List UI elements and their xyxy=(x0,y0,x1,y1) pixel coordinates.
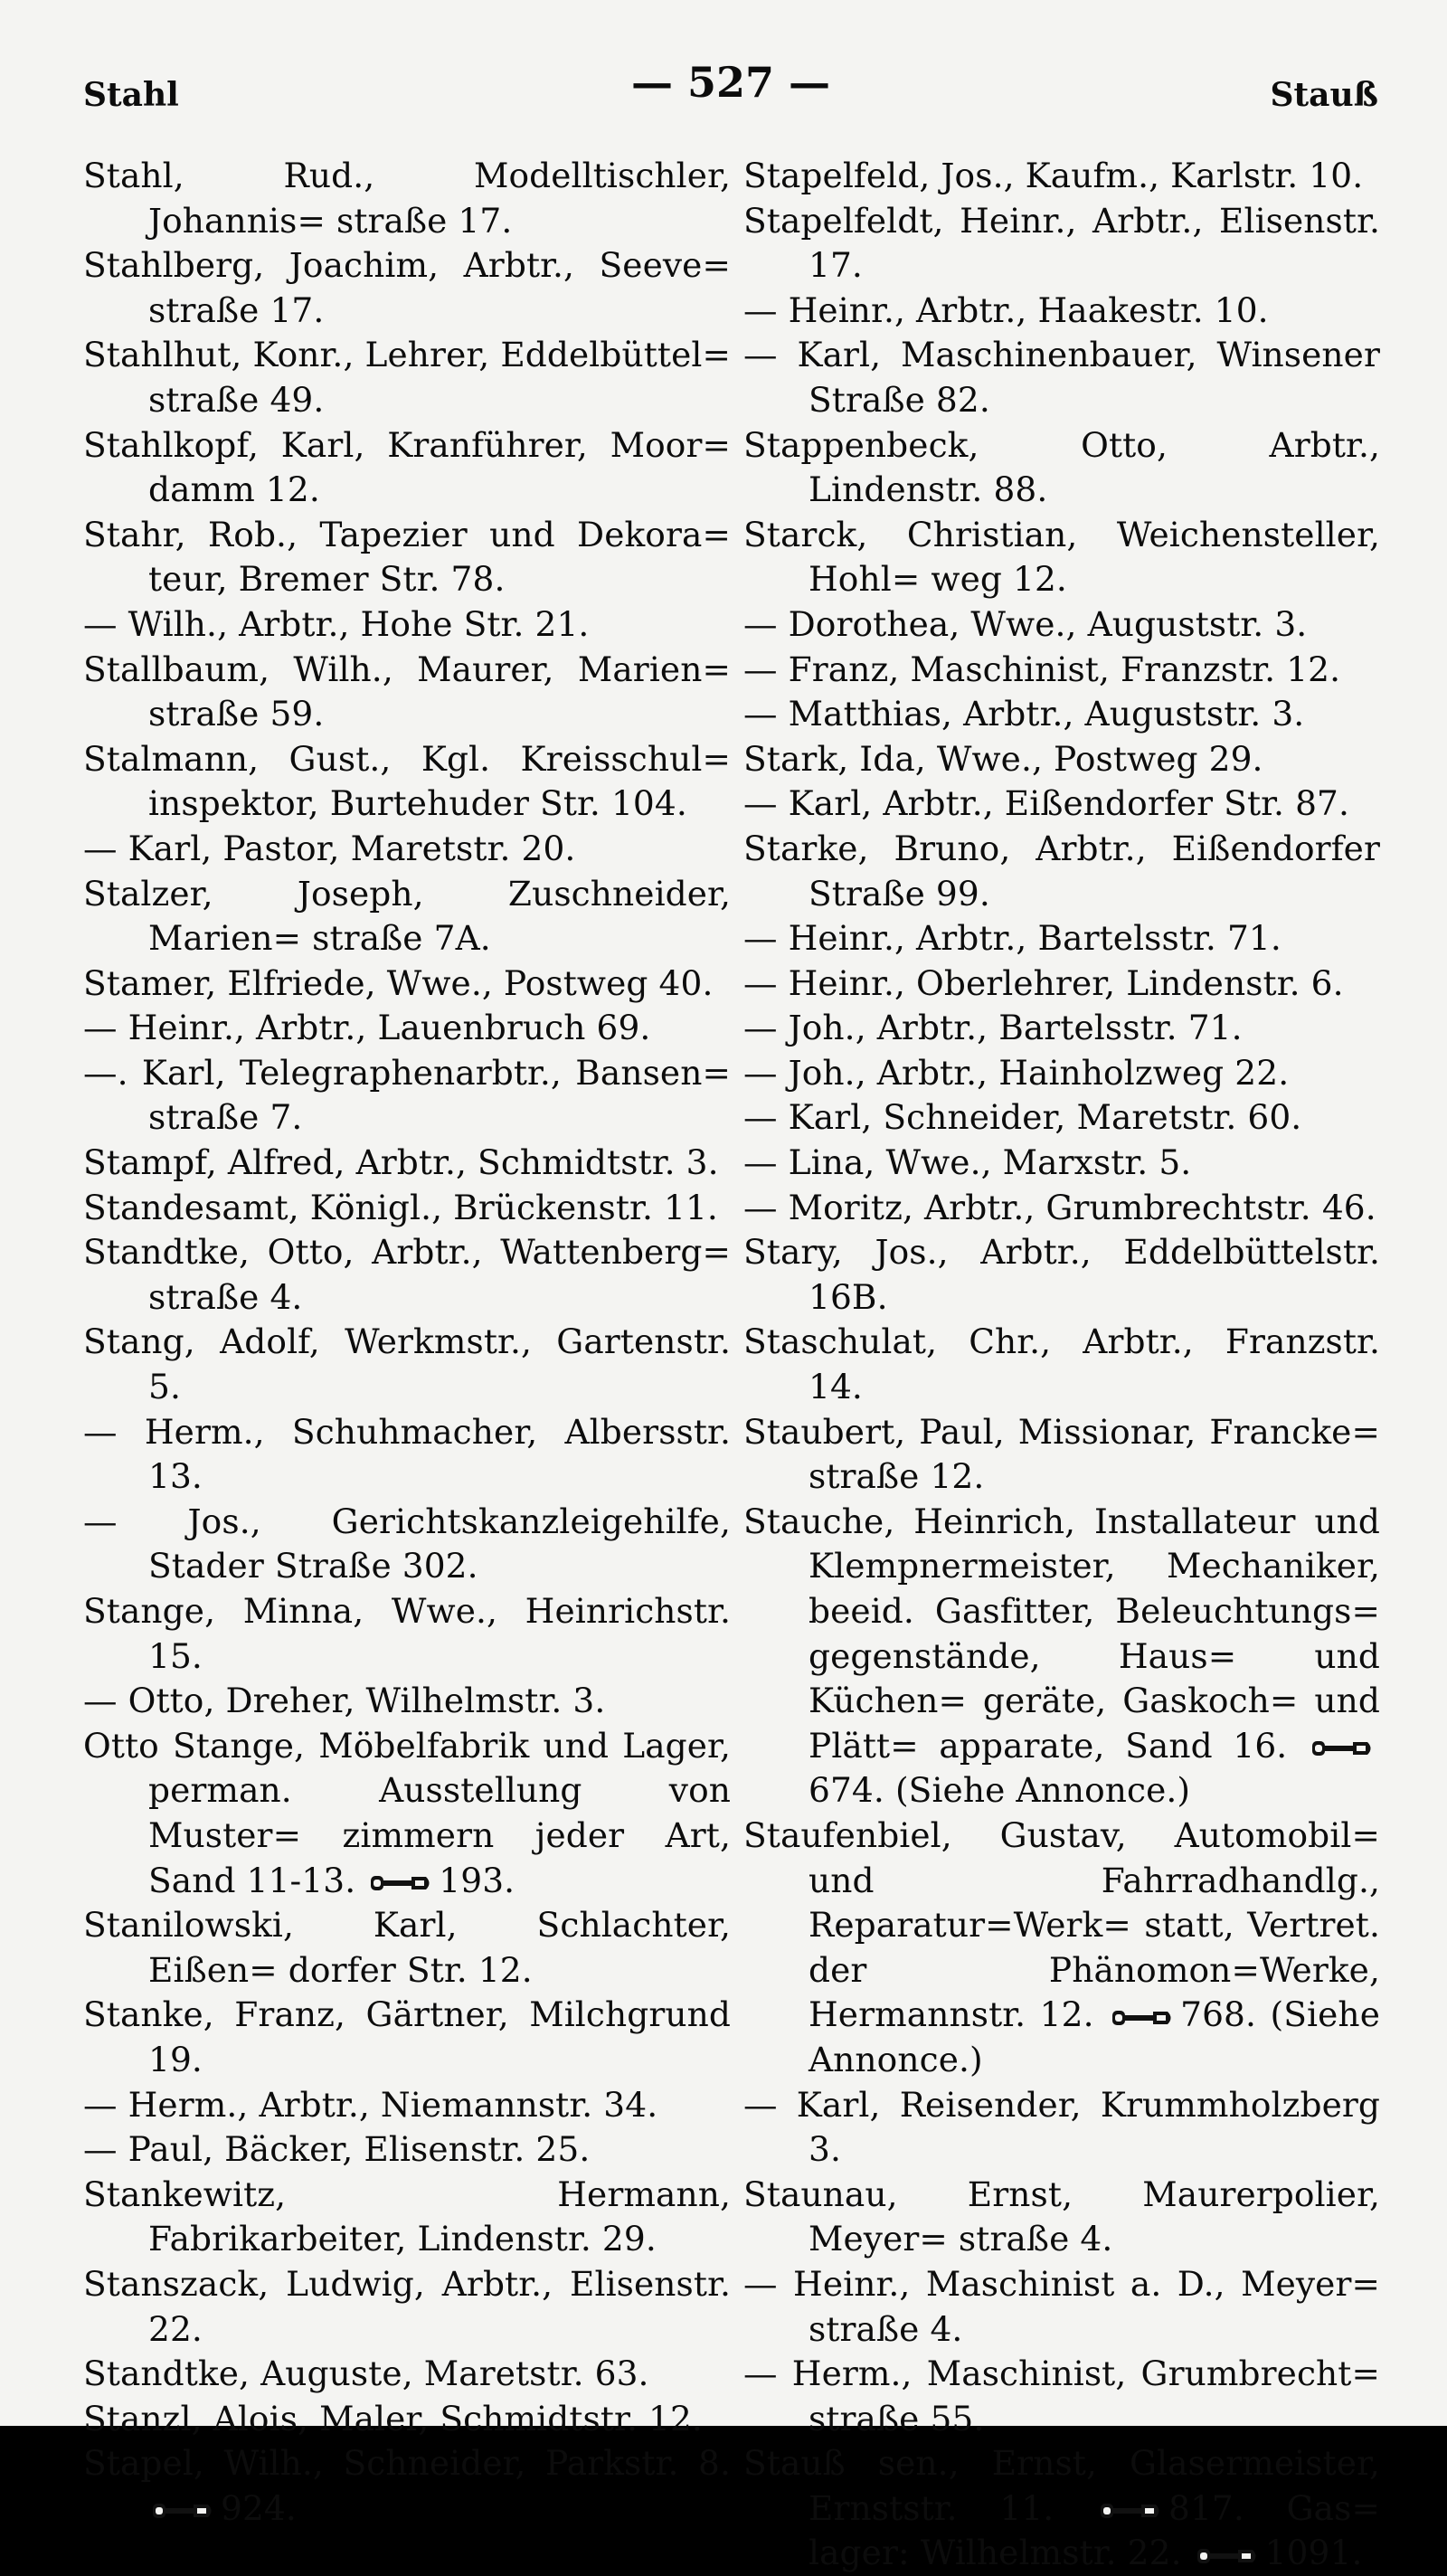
entry-text: Stalzer, Joseph, Zuschneider, Marien= straße 7A. xyxy=(83,873,731,959)
entry-text: Stauche, Heinrich, Installateur und Klempnermeister, Mechaniker, beeid. Gasfitter, Beleuchtungs= gegenstände, Haus= und Küchen= geräte, Gaskoch= und Plätt= apparate, Sand 16. xyxy=(743,1501,1380,1766)
directory-entry xyxy=(743,827,1380,916)
entry-text: Stapelfeldt, Heinr., Arbtr., Elisenstr. 17. xyxy=(743,200,1380,286)
phone-number: 768. xyxy=(1180,1994,1257,2035)
directory-entry xyxy=(83,243,731,333)
directory-entry xyxy=(743,333,1380,422)
directory-entry xyxy=(83,1724,731,1903)
directory-entry xyxy=(743,423,1380,513)
directory-entry xyxy=(743,1006,1380,1051)
entry-text: — Heinr., Oberlehrer, Lindenstr. 6. xyxy=(743,962,1344,1003)
entry-text: —. Karl, Telegraphenarbtr., Bansen= straße 7. xyxy=(83,1052,731,1138)
directory-entry xyxy=(83,961,731,1007)
directory-entry xyxy=(83,1679,731,1724)
directory-entry xyxy=(743,1814,1380,2083)
entry-text: — Karl, Schneider, Maretstr. 60. xyxy=(743,1097,1302,1138)
directory-entry xyxy=(83,423,731,513)
entry-text: Standesamt, Königl., Brückenstr. 11. xyxy=(83,1187,718,1227)
entry-text: — Joh., Arbtr., Hainholzweg 22. xyxy=(743,1052,1290,1093)
telephone-icon xyxy=(1100,2501,1163,2521)
directory-entry xyxy=(743,2083,1380,2173)
entry-text: Stange, Minna, Wwe., Heinrichstr. 15. xyxy=(83,1591,731,1676)
directory-entry xyxy=(83,737,731,827)
entry-text: Stanzl, Alois, Maler, Schmidtstr. 12. xyxy=(83,2398,703,2439)
entry-text: — Moritz, Arbtr., Grumbrechtstr. 46. xyxy=(743,1187,1376,1227)
entry-text: Stang, Adolf, Werkmstr., Gartenstr. 5. xyxy=(83,1321,731,1407)
directory-entry xyxy=(743,737,1380,782)
directory-entry xyxy=(743,199,1380,289)
directory-entry xyxy=(83,2441,731,2531)
directory-entry xyxy=(83,827,731,872)
phone-number: 1091. xyxy=(1264,2533,1363,2573)
entry-text: Stanszack, Ludwig, Arbtr., Elisenstr. 22. xyxy=(83,2263,731,2349)
directory-entry xyxy=(83,1993,731,2082)
directory-entry xyxy=(83,2352,731,2397)
telephone-icon xyxy=(152,2501,215,2521)
directory-entry xyxy=(743,154,1380,199)
entry-text: Stalmann, Gust., Kgl. Kreisschul= inspektor, Burtehuder Str. 104. xyxy=(83,738,731,824)
running-head-right: Stauß xyxy=(1270,76,1378,114)
directory-entry xyxy=(743,1186,1380,1231)
entry-text: — Wilh., Arbtr., Hohe Str. 21. xyxy=(83,603,590,644)
entry-text: — Heinr., Arbtr., Bartelsstr. 71. xyxy=(743,918,1281,959)
entry-text: — Jos., Gerichtskanzleigehilfe, Stader Straße 302. xyxy=(83,1501,731,1586)
entry-text: Stary, Jos., Arbtr., Eddelbüttelstr. 16B. xyxy=(743,1232,1380,1317)
directory-entry xyxy=(83,2262,731,2352)
page-number: — 527 — xyxy=(630,58,831,107)
directory-entry xyxy=(743,1051,1380,1096)
telephone-icon xyxy=(1111,2008,1175,2028)
right-column xyxy=(743,154,1380,2576)
directory-entry xyxy=(83,1006,731,1051)
directory-entry xyxy=(743,2262,1380,2352)
entry-text: Starke, Bruno, Arbtr., Eißendorfer Straße 99. xyxy=(743,828,1380,914)
directory-entry xyxy=(743,648,1380,693)
entry-text: Stapel, Wilh., Schneider, Parkstr. 8. xyxy=(83,2443,731,2484)
entry-text: Stark, Ida, Wwe., Postweg 29. xyxy=(743,738,1263,779)
entry-text: — Joh., Arbtr., Bartelsstr. 71. xyxy=(743,1008,1243,1048)
entry-text: Stanilowski, Karl, Schlachter, Eißen= dorfer Str. 12. xyxy=(83,1905,731,1990)
directory-entry xyxy=(743,1410,1380,1500)
entry-text: Stahlhut, Konr., Lehrer, Eddelbüttel= straße 49. xyxy=(83,335,731,420)
directory-entry xyxy=(83,2083,731,2128)
directory-entry xyxy=(83,333,731,422)
directory-entry xyxy=(743,513,1380,602)
directory-entry xyxy=(83,1141,731,1186)
entry-text: — Herm., Schuhmacher, Albersstr. 13. xyxy=(83,1411,731,1497)
entry-note: (Siehe Annonce.) xyxy=(809,1994,1380,2079)
directory-entry xyxy=(743,1500,1380,1814)
directory-entry xyxy=(83,1230,731,1320)
directory-entry xyxy=(83,1500,731,1589)
entry-text: — Franz, Maschinist, Franzstr. 12. xyxy=(743,649,1341,689)
entry-note: Gas= lager: Wilhelmstr. 22. xyxy=(809,2487,1380,2573)
directory-entry xyxy=(83,1186,731,1231)
directory-entry xyxy=(743,2352,1380,2441)
entry-text: Stahlkopf, Karl, Kranführer, Moor= damm 12. xyxy=(83,424,731,510)
entry-text: Stahl, Rud., Modelltischler, Johannis= straße 17. xyxy=(83,156,731,241)
directory-entry xyxy=(743,602,1380,648)
entry-text: Stallbaum, Wilh., Maurer, Marien= straße 59. xyxy=(83,649,731,734)
directory-entry xyxy=(83,648,731,737)
directory-entry xyxy=(83,602,731,648)
phone-number: 817. xyxy=(1168,2487,1244,2528)
directory-entry xyxy=(743,1320,1380,1409)
directory-entry xyxy=(743,289,1380,334)
directory-entry xyxy=(83,1903,731,1993)
entry-text: — Heinr., Maschinist a. D., Meyer= straße 4. xyxy=(743,2263,1380,2349)
page-header xyxy=(83,58,1378,112)
directory-entry xyxy=(83,2173,731,2262)
directory-entry xyxy=(743,1230,1380,1320)
entry-text: Staschulat, Chr., Arbtr., Franzstr. 14. xyxy=(743,1321,1380,1407)
phone-number: 924. xyxy=(221,2487,297,2528)
directory-entry xyxy=(83,1589,731,1679)
entry-text: Stahlberg, Joachim, Arbtr., Seeve= straße 17. xyxy=(83,245,731,330)
left-column xyxy=(83,154,731,2531)
phone-number: 674. xyxy=(809,1770,884,1811)
entry-text: — Dorothea, Wwe., Auguststr. 3. xyxy=(743,603,1308,644)
directory-entry xyxy=(743,961,1380,1007)
directory-entry xyxy=(83,2397,731,2442)
entry-text: — Heinr., Arbtr., Lauenbruch 69. xyxy=(83,1008,651,1048)
entry-text: Stanke, Franz, Gärtner, Milchgrund 19. xyxy=(83,1994,731,2079)
entry-text: Staunau, Ernst, Maurerpolier, Meyer= straße 4. xyxy=(743,2174,1380,2259)
entry-text: Stappenbeck, Otto, Arbtr., Lindenstr. 88. xyxy=(743,424,1380,510)
directory-entry xyxy=(83,1051,731,1141)
entry-text: Stankewitz, Hermann, Fabrikarbeiter, Lindenstr. 29. xyxy=(83,2174,731,2259)
entry-text: — Karl, Pastor, Maretstr. 20. xyxy=(83,828,576,868)
entry-text: Staufenbiel, Gustav, Automobil= und Fahrradhandlg., Reparatur=Werk= statt, Vertret. der Phänomon=Werke, Hermannstr. 12. xyxy=(743,1814,1380,2035)
entry-text: — Lina, Wwe., Marxstr. 5. xyxy=(743,1142,1192,1183)
entry-text: Standtke, Auguste, Maretstr. 63. xyxy=(83,2353,649,2394)
directory-entry xyxy=(83,2127,731,2173)
phone-number: 193. xyxy=(439,1860,515,1900)
telephone-icon xyxy=(1196,2546,1260,2566)
directory-entry xyxy=(743,2173,1380,2262)
directory-entry xyxy=(83,1410,731,1500)
entry-text: — Herm., Maschinist, Grumbrecht= straße 55. xyxy=(743,2353,1380,2439)
entry-text: — Herm., Arbtr., Niemannstr. 34. xyxy=(83,2084,658,2125)
entry-text: — Heinr., Arbtr., Haakestr. 10. xyxy=(743,289,1269,330)
directory-entry xyxy=(743,781,1380,827)
entry-note: (Siehe Annonce.) xyxy=(894,1770,1191,1811)
entry-text: — Karl, Reisender, Krummholzberg 3. xyxy=(743,2084,1380,2170)
entry-text: — Matthias, Arbtr., Auguststr. 3. xyxy=(743,694,1305,734)
directory-entry xyxy=(743,1141,1380,1186)
entry-text: Staubert, Paul, Missionar, Francke= straße 12. xyxy=(743,1411,1380,1497)
directory-entry xyxy=(83,1320,731,1409)
directory-entry xyxy=(83,872,731,961)
entry-text: — Karl, Arbtr., Eißendorfer Str. 87. xyxy=(743,783,1350,824)
telephone-icon xyxy=(370,1873,433,1893)
directory-entry xyxy=(743,2441,1380,2576)
entry-text: Standtke, Otto, Arbtr., Wattenberg= straße 4. xyxy=(83,1232,731,1317)
entry-text: — Karl, Maschinenbauer, Winsener Straße 82. xyxy=(743,335,1380,420)
entry-text: Starck, Christian, Weichensteller, Hohl= weg 12. xyxy=(743,514,1380,600)
entry-text: — Paul, Bäcker, Elisenstr. 25. xyxy=(83,2129,591,2170)
entry-text: Stampf, Alfred, Arbtr., Schmidtstr. 3. xyxy=(83,1142,719,1183)
directory-entry xyxy=(743,1095,1380,1141)
entry-text: Stahr, Rob., Tapezier und Dekora= teur, Bremer Str. 78. xyxy=(83,514,731,600)
entry-text: Stauß sen., Ernst, Glasermeister, Ernststr. 11. xyxy=(743,2443,1380,2528)
entry-text: — Otto, Dreher, Wilhelmstr. 3. xyxy=(83,1681,606,1721)
directory-entry xyxy=(743,916,1380,961)
entry-text: Otto Stange, Möbelfabrik und Lager, perman. Ausstellung von Muster= zimmern jeder Art, Sand 11-13. xyxy=(83,1725,731,1900)
telephone-icon xyxy=(1311,1738,1375,1758)
running-head-left: Stahl xyxy=(83,76,179,114)
entry-text: Stamer, Elfriede, Wwe., Postweg 40. xyxy=(83,962,714,1003)
entry-text: Stapelfeld, Jos., Kaufm., Karlstr. 10. xyxy=(743,156,1364,195)
directory-entry xyxy=(83,513,731,602)
directory-entry xyxy=(83,154,731,243)
directory-entry xyxy=(743,692,1380,737)
